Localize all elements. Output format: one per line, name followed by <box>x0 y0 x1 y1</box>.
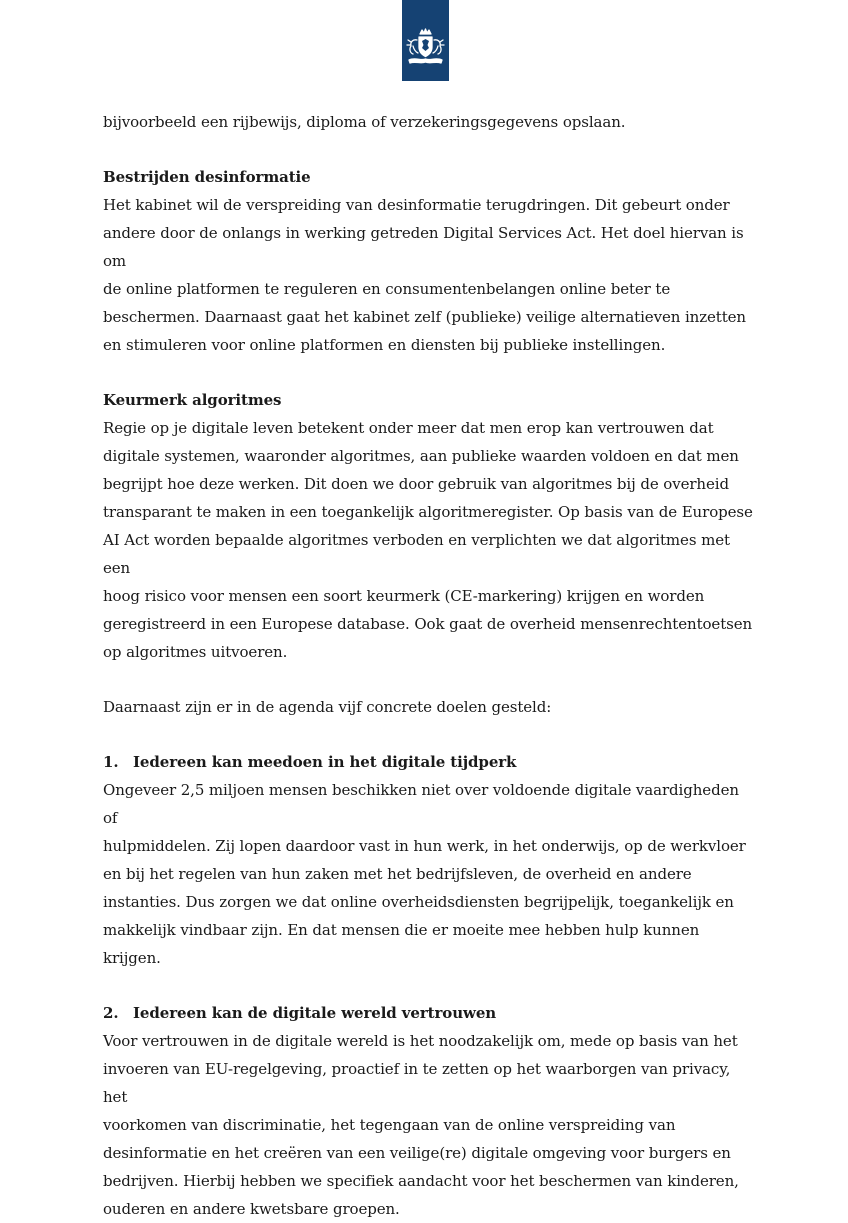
paragraph-line: hoog risico voor mensen een soort keurmerk (CE-markering) krijgen en worden <box>103 587 705 605</box>
paragraph-line: andere door de onlangs in werking getreden Digital Services Act. Het doel hiervan is om <box>103 224 744 270</box>
paragraph-line: Ongeveer 2,5 miljoen mensen beschikken niet over voldoende digitale vaardigheden of <box>103 781 739 827</box>
goal-heading-1 <box>103 748 753 776</box>
paragraph-line: beschermen. Daarnaast gaat het kabinet zelf (publieke) veilige alternatieven inzetten <box>103 308 746 326</box>
paragraph-line: Regie op je digitale leven betekent onder meer dat men erop kan vertrouwen dat <box>103 419 714 437</box>
paragraph-line: Het kabinet wil de verspreiding van desinformatie terugdringen. Dit gebeurt onder <box>103 196 730 214</box>
paragraph-line: Voor vertrouwen in de digitale wereld is het noodzakelijk om, mede op basis van het <box>103 1032 738 1050</box>
paragraph-line: bedrijven. Hierbij hebben we specifiek aandacht voor het beschermen van kinderen, <box>103 1172 739 1190</box>
paragraph-line: instanties. Dus zorgen we dat online overheidsdiensten begrijpelijk, toegankelijk en <box>103 893 734 911</box>
paragraph-line: AI Act worden bepaalde algoritmes verboden en verplichten we dat algoritmes met een <box>103 531 730 577</box>
paragraph-line: begrijpt hoe deze werken. Dit doen we door gebruik van algoritmes bij de overheid <box>103 475 729 493</box>
paragraph-line: op algoritmes uitvoeren. <box>103 643 288 661</box>
paragraph-line: en bij het regelen van hun zaken met het bedrijfsleven, de overheid en andere <box>103 865 692 883</box>
section-heading-disinformation: Bestrijden desinformatie <box>103 168 311 186</box>
goal-title: Iedereen kan de digitale wereld vertrouwen <box>133 1004 497 1022</box>
goal-number: 2. <box>103 1004 119 1022</box>
goal-heading-2 <box>103 999 753 1027</box>
paragraph-line: de online platformen te reguleren en consumentenbelangen online beter te <box>103 280 671 298</box>
paragraph-line: digitale systemen, waaronder algoritmes, aan publieke waarden voldoen en dat men <box>103 447 739 465</box>
section-heading-algorithms: Keurmerk algoritmes <box>103 391 282 409</box>
goal-number: 1. <box>103 753 119 771</box>
paragraph-line: makkelijk vindbaar zijn. En dat mensen die er moeite mee hebben hulp kunnen krijgen. <box>103 921 700 967</box>
goals-intro: Daarnaast zijn er in de agenda vijf concrete doelen gesteld: <box>103 698 552 716</box>
paragraph-line: hulpmiddelen. Zij lopen daardoor vast in hun werk, in het onderwijs, op de werkvloer <box>103 837 746 855</box>
intro-line: bijvoorbeeld een rijbewijs, diploma of verzekeringsgegevens opslaan. <box>103 113 626 131</box>
paragraph-line: desinformatie en het creëren van een veilige(re) digitale omgeving voor burgers en <box>103 1144 731 1162</box>
paragraph-line: en stimuleren voor online platformen en diensten bij publieke instellingen. <box>103 336 666 354</box>
paragraph-line: geregistreerd in een Europese database. Ook gaat de overheid mensenrechtentoetsen <box>103 615 753 633</box>
paragraph-line: ouderen en andere kwetsbare groepen. <box>103 1200 400 1218</box>
paragraph-line: invoeren van EU-regelgeving, proactief in te zetten op het waarborgen van privacy, het <box>103 1060 731 1106</box>
paragraph-line: voorkomen van discriminatie, het tegengaan van de online verspreiding van <box>103 1116 676 1134</box>
paragraph-line: transparant te maken in een toegankelijk algoritmeregister. Op basis van de Europese <box>103 503 753 521</box>
coat-of-arms-icon <box>405 28 446 68</box>
document-body <box>103 108 753 1223</box>
rijksoverheid-logo <box>402 0 449 81</box>
goal-title: Iedereen kan meedoen in het digitale tijdperk <box>133 753 517 771</box>
